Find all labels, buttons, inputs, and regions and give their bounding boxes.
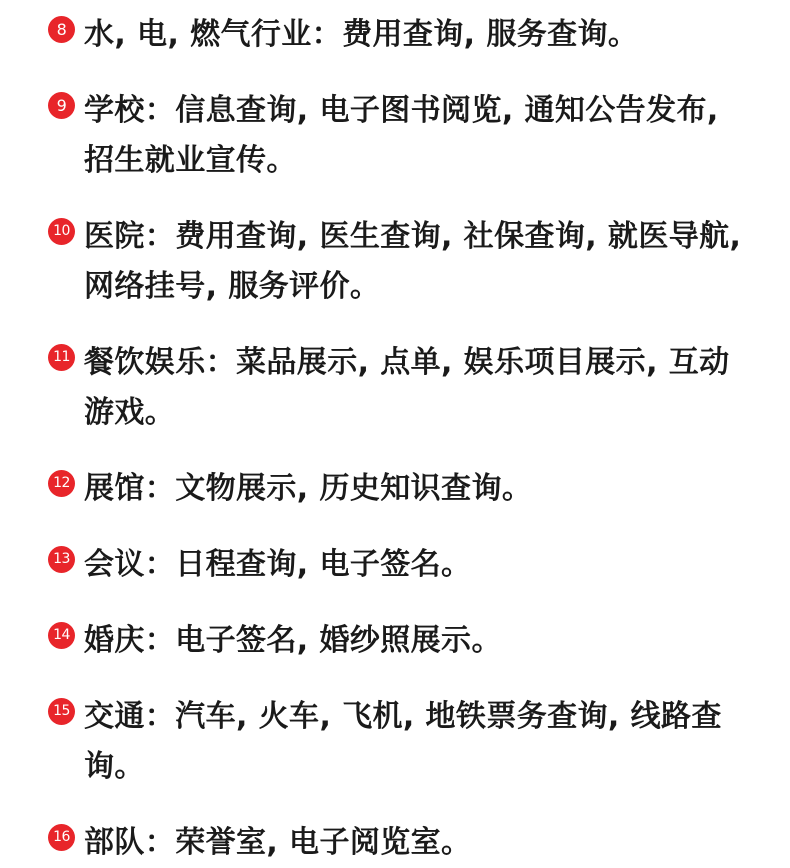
list-item-text: 部队：荣誉室, 电子阅览室。 <box>84 825 472 860</box>
list-item-number-badge: 11 <box>48 344 75 371</box>
list-item-text: 医院：费用查询, 医生查询, 社保查询, 就医导航, 网络挂号, 服务评价。 <box>84 219 742 304</box>
list-item-text: 会议：日程查询, 电子签名。 <box>84 547 472 582</box>
list-item-number-badge: 14 <box>48 622 75 649</box>
list-item-text: 展馆：文物展示, 历史知识查询。 <box>84 471 533 506</box>
list-item-text: 交通：汽车, 火车, 飞机, 地铁票务查询, 线路查询。 <box>84 699 722 784</box>
list-item-number-badge: 10 <box>48 218 75 245</box>
list-item <box>48 818 750 868</box>
list-item <box>48 464 750 514</box>
list-item-number-badge: 8 <box>48 16 75 43</box>
list-item-text: 婚庆：电子签名, 婚纱照展示。 <box>84 623 502 658</box>
list-item-number-badge: 9 <box>48 92 75 119</box>
list-item <box>48 338 750 438</box>
list-item-text: 学校：信息查询, 电子图书阅览, 通知公告发布, 招生就业宣传。 <box>84 93 719 178</box>
list-item <box>48 540 750 590</box>
list-item <box>48 10 750 60</box>
list-item-text: 餐饮娱乐：菜品展示, 点单, 娱乐项目展示, 互动游戏。 <box>84 345 730 430</box>
list-item-number-badge: 15 <box>48 698 75 725</box>
list-item <box>48 616 750 666</box>
list-item <box>48 86 750 186</box>
list-item-text: 水, 电, 燃气行业：费用查询, 服务查询。 <box>84 17 639 52</box>
list-item-number-badge: 16 <box>48 824 75 851</box>
list-item <box>48 692 750 792</box>
list-item-number-badge: 13 <box>48 546 75 573</box>
list-item-number-badge: 12 <box>48 470 75 497</box>
list-item <box>48 212 750 312</box>
